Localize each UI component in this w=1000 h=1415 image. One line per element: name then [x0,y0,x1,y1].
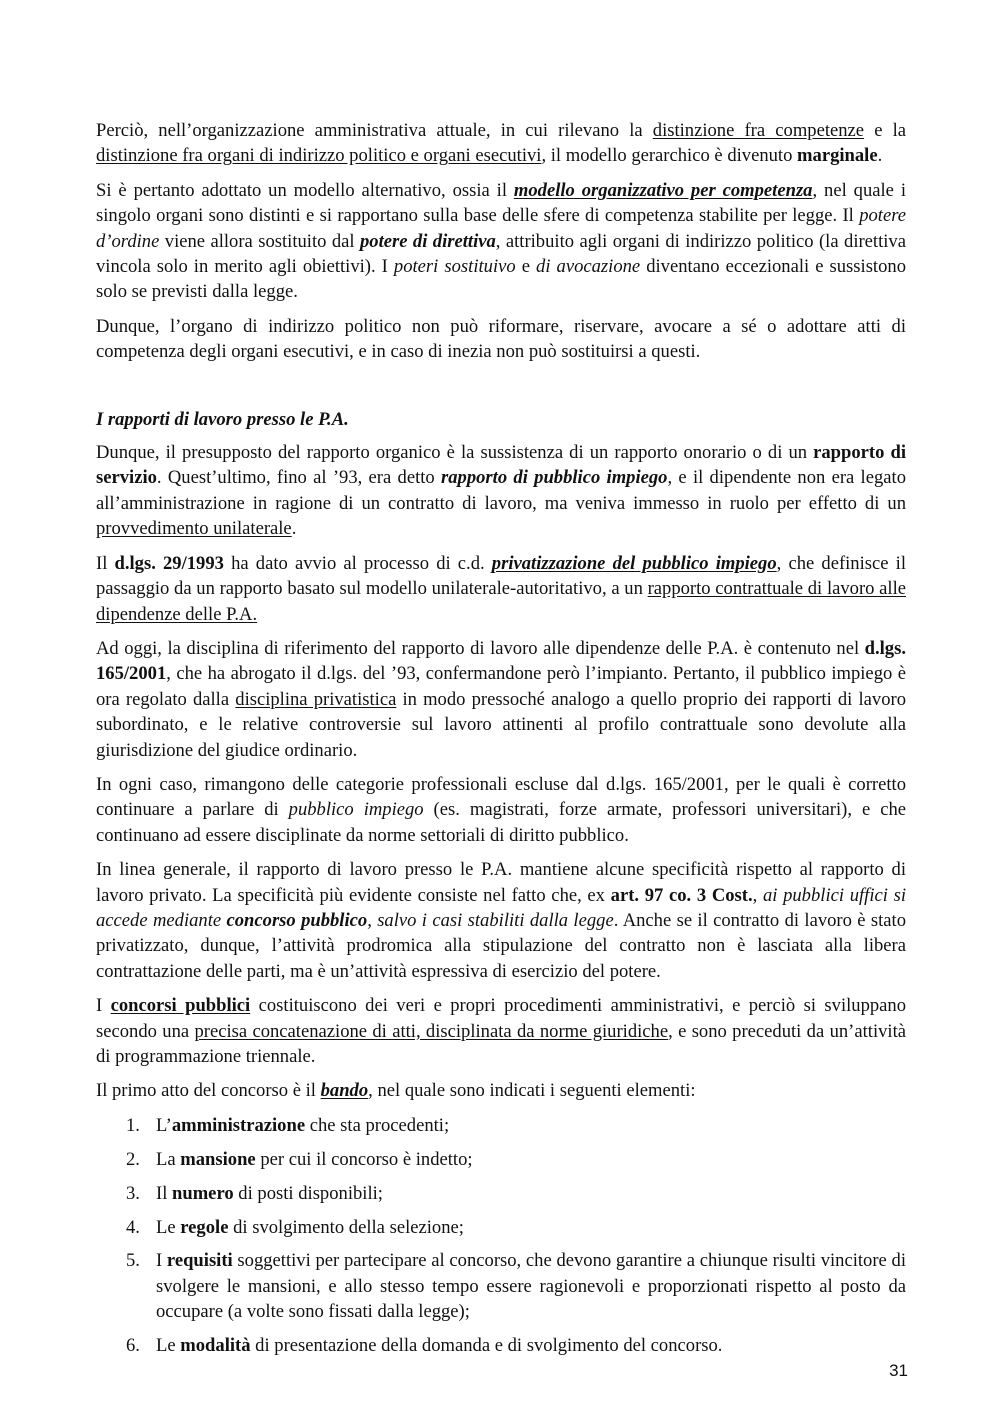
text-run: La [156,1148,181,1170]
paragraph-public-competition [96,857,906,984]
text-run: , che definisce il passaggio da un rapporto basato sul modello unilaterale-autoritativo, a un [96,552,906,600]
list-item-text [156,1217,464,1238]
text-run: , salvo i casi stabiliti dalla legge [367,909,614,931]
text-run: marginale [797,145,878,167]
text-run: modalità [180,1335,251,1357]
text-run: In ogni caso, rimangono delle categorie professionali escluse dal d.lgs. 165/2001, per le quali è corretto continuare a parlare di [96,773,906,821]
text-run: concorsi pubblici [110,995,251,1017]
text-run: Le [156,1216,181,1238]
text-run: rapporto di servizio [96,442,906,489]
text-run: . Anche se il contratto di lavoro è stato privatizzato, dunque, l’attività prodromica alla stipulazione del contratto non è lasciata alla libera contrattazione delle parti, ma è un’attività espressiva di esercizio del potere. [96,909,907,982]
text-run: Le [156,1335,181,1357]
paragraph-hierarchical-model [96,118,906,169]
text-run: Il primo atto del concorso è il [96,1080,321,1102]
text-run: bando [320,1080,369,1102]
list-item [96,1248,906,1324]
text-run: viene allora sostituito dal [159,230,360,252]
text-run: d.lgs. 29/1993 [114,552,224,574]
text-run: L’ [156,1114,172,1136]
text-run: rapporto contrattuale di lavoro alle dipendenze delle P.A. [96,578,906,625]
text-run: distinzione fra organi di indirizzo politico e organi esecutivi [96,145,542,167]
list-item-number: 6. [126,1335,140,1357]
list-item-number: 5. [126,1250,140,1272]
text-run: . Quest’ultimo, fino al ’93, era detto [156,467,441,489]
text-run: . [877,145,883,167]
text-run: Dunque, l’organo di indirizzo politico non può riformare, riservare, avocare a sé o adottare atti di competenza degli organi esecutivi, e in caso di inezia non può sostituirsi a questi. [96,315,906,363]
text-run: di svolgimento della selezione; [228,1216,464,1238]
text-run: , [752,884,763,906]
list-item-number: 4. [126,1216,140,1238]
text-run: I [156,1250,167,1272]
text-run: Dunque, il presupposto del rapporto organico è la sussistenza di un rapporto onorario o di un [96,442,814,464]
document-page [96,118,906,1367]
text-run: Si è pertanto adottato un modello alternativo, ossia il [96,179,514,201]
text-run: potere d’ordine [96,205,906,252]
text-run: Il [156,1182,173,1204]
text-run: provvedimento unilaterale [96,518,292,540]
list-item-text [156,1250,906,1322]
text-run: potere di direttiva [359,230,496,252]
text-run: . [291,518,297,540]
text-run: pubblico impiego [288,799,424,821]
text-run: che sta procedenti; [305,1114,450,1136]
paragraph-political-organ [96,314,906,365]
text-run: distinzione fra competenze [652,120,865,141]
text-run: e la [864,120,907,141]
text-run: e [515,256,537,278]
list-item-number: 1. [126,1114,140,1136]
text-run: , attribuito agli organi di indirizzo politico (la direttiva vincola solo in merito agli obiettivi). I [96,230,906,278]
text-run: ha dato avvio al processo di c.d. [223,552,492,574]
paragraph-dlgs-165 [96,636,906,763]
text-run: Ad oggi, la disciplina di riferimento del rapporto di lavoro alle dipendenze delle P.A. è contenuto nel [96,637,865,659]
text-run: In linea generale, il rapporto di lavoro presso le P.A. mantiene alcune specificità rispetto al rapporto di lavoro privato. La specificità più evidente consiste nel fatto che, ex [96,859,906,906]
list-item-text [156,1335,722,1356]
text-run: rapporto di pubblico impiego [441,467,668,489]
text-run: modello organizzativo per competenza [513,179,813,201]
text-run: , nel quale i singolo organi sono distinti e si rapportano sulla base delle sfere di competenza stabilite per legge. Il [96,179,906,227]
text-run: , che ha abrogato il d.lgs. del ’93, confermandone però l’impianto. Pertanto, il pubblico impiego è ora regolato dalla [96,663,906,710]
list-item [96,1333,906,1358]
text-run: art. 97 co. 3 Cost. [610,884,753,906]
list-item [96,1113,906,1138]
text-run: disciplina privatistica [235,688,397,710]
text-run: precisa concatenazione di atti, disciplinata da norme giuridiche [194,1020,669,1042]
text-run: (es. magistrati, forze armate, professori universitari), e che continuano ad essere disciplinate da norme settoriali di diritto pubblico. [96,799,906,846]
paragraph-competition-procedures [96,993,906,1069]
page-number: 31 [889,1361,908,1380]
text-run: in modo pressoché analogo a quello proprio dei rapporti di lavoro subordinato, e le relative controversie sul lavoro attinenti al profilo contrattuale sono devolute alla giurisdizione del giudice ordinario. [96,688,906,761]
text-run: requisiti [166,1250,233,1272]
text-run: numero [172,1182,234,1204]
list-item [96,1181,906,1206]
text-run: soggettivi per partecipare al concorso, che devono garantire a chiunque risulti vincitore di svolgere le mansioni, e allo stesso tempo essere ragionevoli e proporzionati rispetto al posto da occupare (a volte sono fissati dalla legge); [156,1250,906,1323]
text-run: , e sono preceduti da un’attività di programmazione triennale. [96,1020,906,1067]
paragraph-excluded-categories [96,772,906,848]
text-run: mansione [180,1148,256,1170]
text-run: di posti disponibili; [233,1182,383,1204]
text-run: per cui il concorso è indetto; [255,1148,473,1170]
text-run: d.lgs. 165/2001 [96,637,906,685]
text-run: , nel quale sono indicati i seguenti elementi: [368,1080,696,1102]
text-run: , il modello gerarchico è divenuto [541,145,798,167]
list-item [96,1147,906,1172]
text-run: amministrazione [171,1114,306,1136]
list-item-number: 3. [126,1182,140,1204]
text-run: di presentazione della domanda e di svolgimento del concorso. [250,1335,723,1357]
text-run: I [96,995,111,1017]
paragraph-service-relationship [96,440,906,542]
paragraph-privatization [96,551,906,627]
text-run: Perciò, nell’organizzazione amministrativa attuale, in cui rilevano la [96,120,653,141]
list-item-number: 2. [126,1148,140,1170]
list-item-text [156,1115,449,1136]
text-run: diventano eccezionali e sussistono solo se previsti dalla legge. [96,256,906,303]
text-run: ai pubblici uffici si accede mediante [96,884,906,931]
section-heading: I rapporti di lavoro presso le P.A. [96,408,349,430]
text-run: regole [180,1216,229,1238]
text-run: privatizzazione del pubblico impiego [491,552,777,574]
paragraph-competence-model [96,178,906,305]
list-item [96,1215,906,1240]
text-run: , e il dipendente non era legato all’amministrazione in ragione di un contratto di lavoro, ma veniva immesso in ruolo per effetto di un [96,467,906,514]
bando-elements-list [96,1113,906,1359]
text-run: concorso pubblico [226,909,368,931]
text-run: Il [96,552,115,574]
text-run: costituiscono dei veri e propri procedimenti amministrativi, e perciò si sviluppano secondo una [96,995,907,1042]
list-item-text [156,1183,383,1204]
text-run: di avocazione [536,256,641,278]
paragraph-bando-intro [96,1078,906,1103]
text-run: poteri sostituivo [393,256,516,278]
list-item-text [156,1149,473,1170]
